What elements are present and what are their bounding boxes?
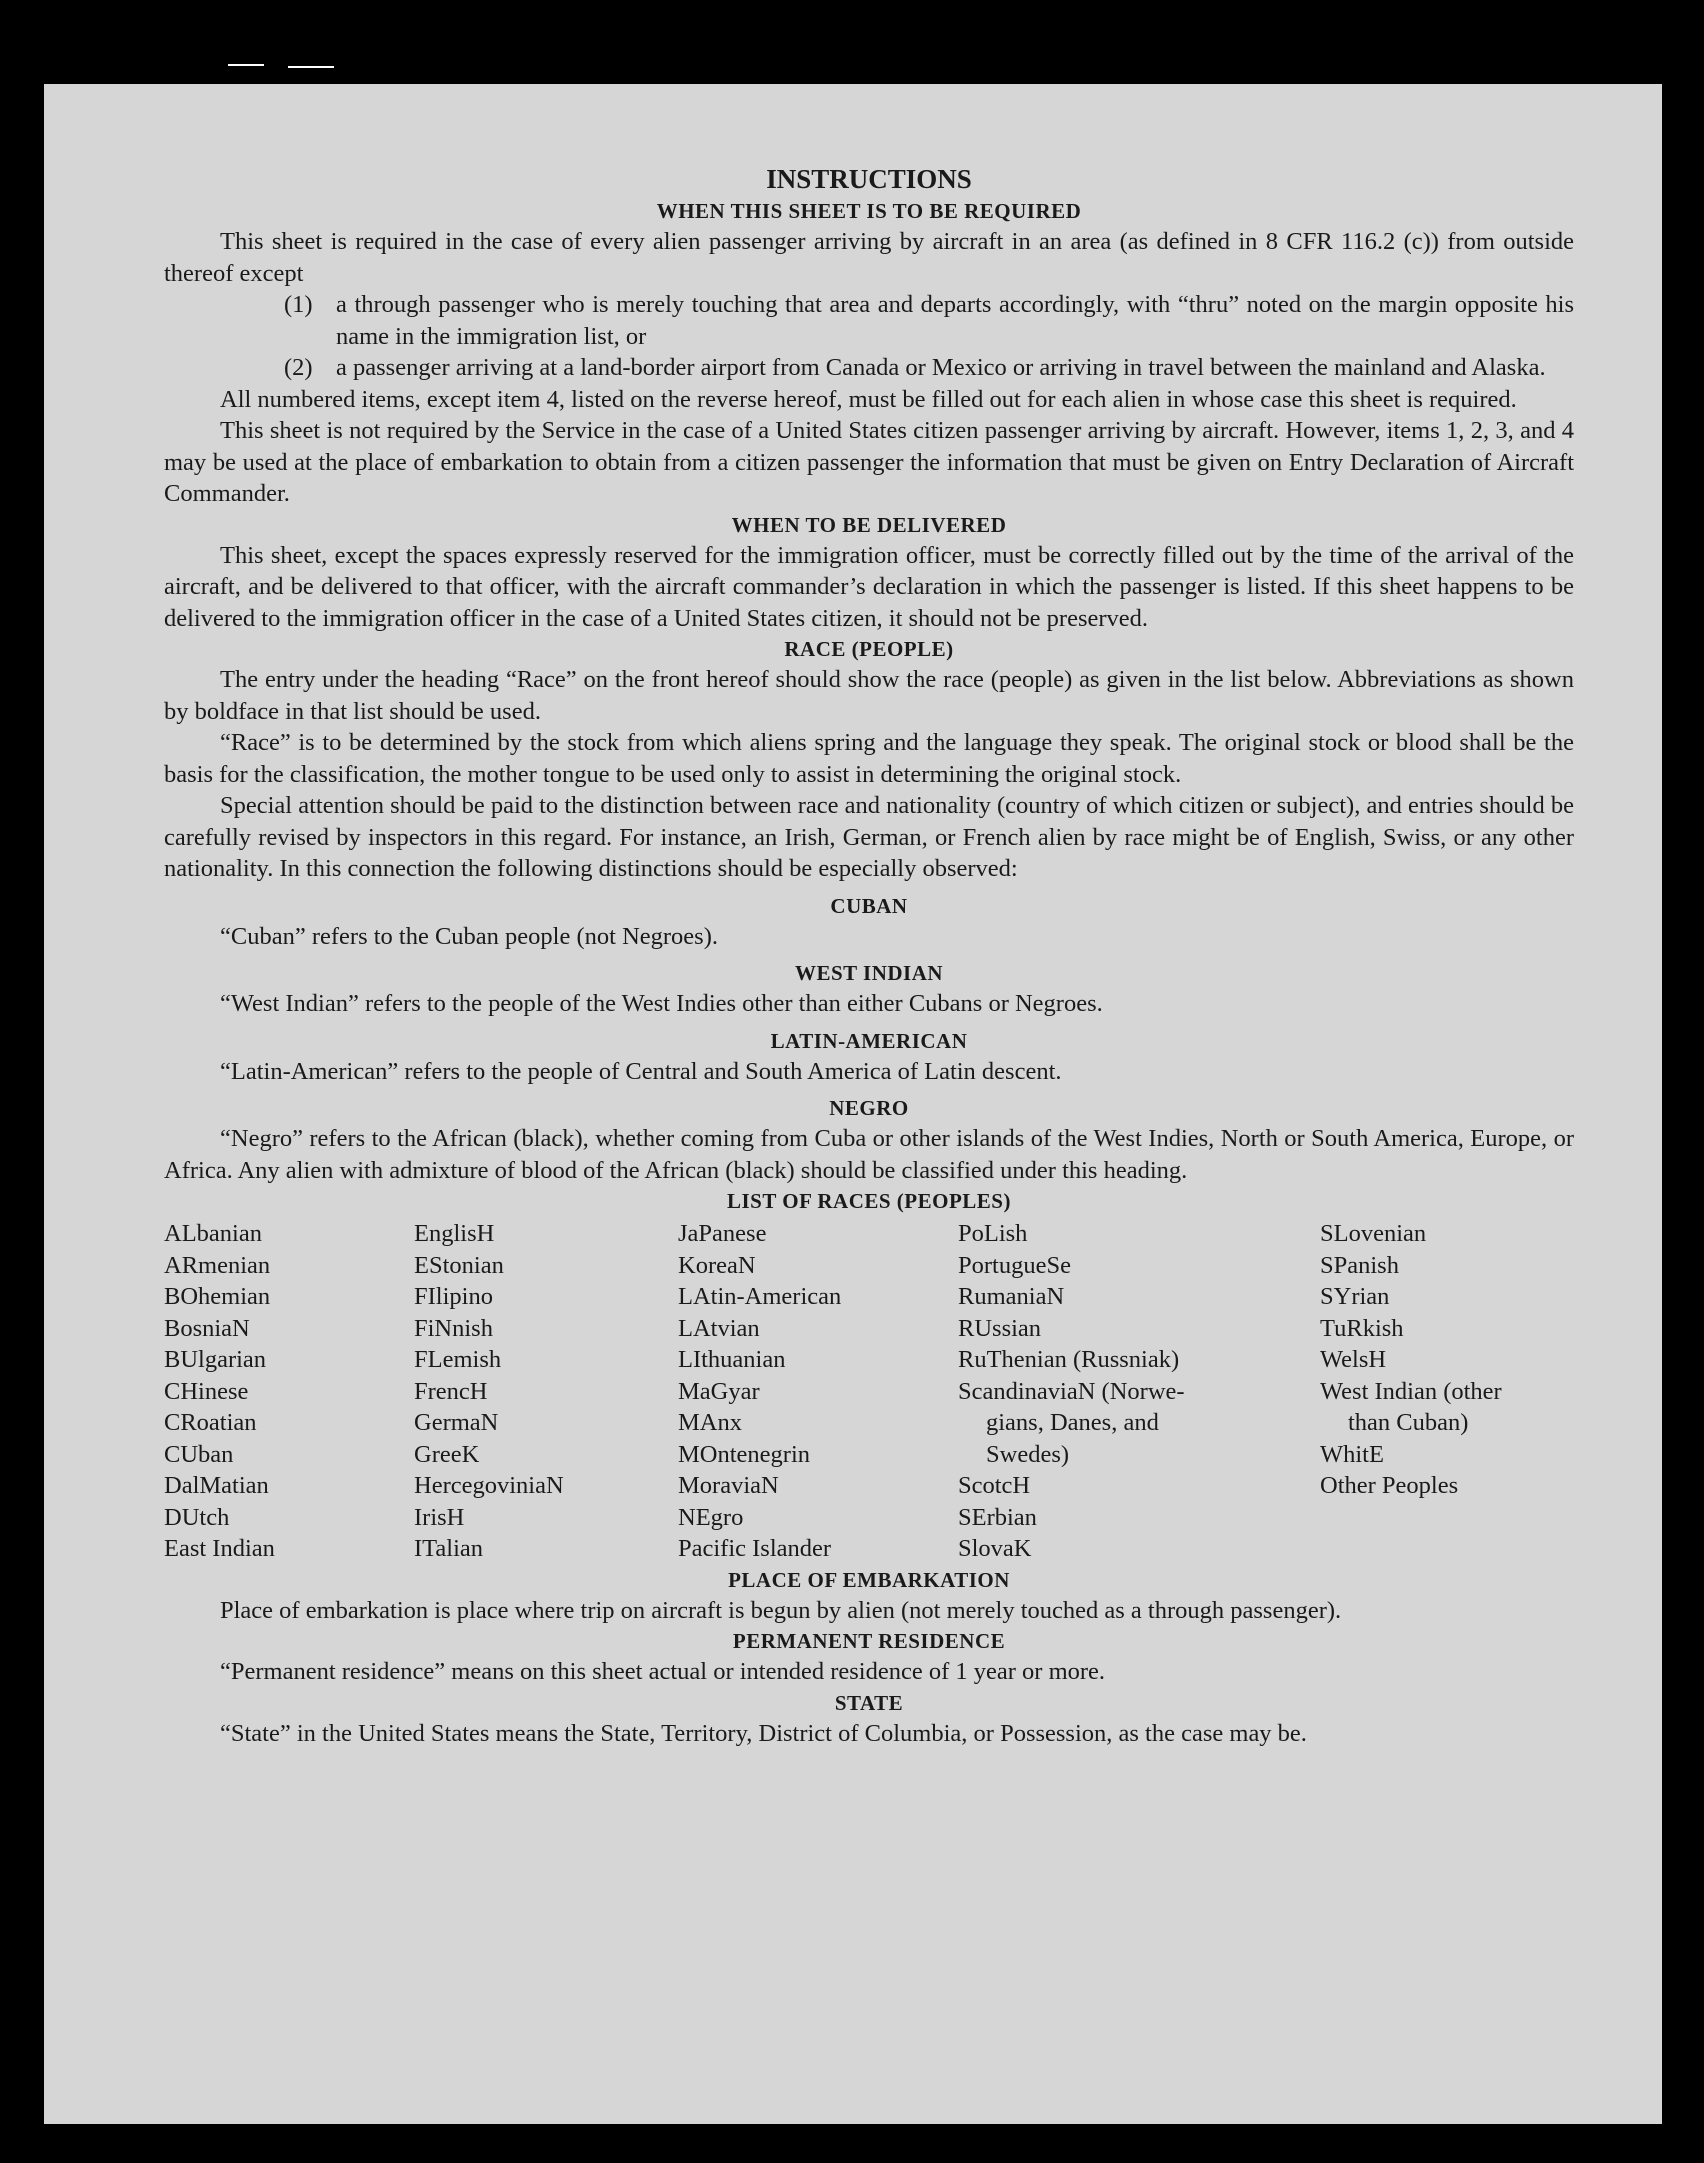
race-item: SLovenian [1320, 1220, 1427, 1247]
race-paragraph-2: “Race” is to be determined by the stock from which aliens spring and the language they speak. The original stock or blood shall be the basis for the classification, the mother tongue to be used only to assist in determining the original stock. [164, 729, 1574, 788]
heading-state: STATE [834, 1690, 904, 1715]
required-paragraph-2: All numbered items, except item 4, listed on the reverse hereof, must be filled out for each alien in whose case this sheet is required. [220, 385, 1517, 413]
race-paragraph-1: The entry under the heading “Race” on the front hereof should show the race (people) as given in the list below. Abbreviations as shown by boldface in that list should be used. [164, 666, 1574, 725]
race-item: CHinese [164, 1377, 249, 1405]
item-number: (2) [284, 354, 313, 381]
heading-races-list: LIST OF RACES (PEOPLES) [727, 1189, 1011, 1213]
race-item: EnglisH [414, 1220, 495, 1247]
race-item: FLemish [414, 1346, 502, 1373]
races-column-2 [414, 1218, 678, 1565]
race-item: SPanish [1320, 1251, 1399, 1279]
required-paragraph-1: This sheet is required in the case of every alien passenger arriving by aircraft in an area (as defined in 8 CFR 116.2 (c)) from outside thereof except [164, 228, 1574, 287]
item-text: a passenger arriving at a land-border airport from Canada or Mexico or arriving in travel between the mainland and Alaska. [336, 354, 1546, 381]
item-number: (1) [284, 291, 313, 318]
required-paragraph-3: This sheet is not required by the Service in the case of a United States citizen passenger arriving by aircraft. However, items 1, 2, 3, and 4 may be used at the place of embarkation to obtain from a citizen passenger the information that must be given on Entry Declaration of Aircraft Commander. [164, 417, 1574, 507]
heading-embarkation: PLACE OF EMBARKATION [728, 1567, 1010, 1592]
race-item: MAnx [678, 1409, 742, 1436]
race-item-continued: gians, Danes, and [986, 1409, 1159, 1436]
scan-mark [288, 66, 334, 68]
race-item: HercegoviniaN [414, 1472, 564, 1499]
race-item: KoreaN [678, 1251, 756, 1279]
race-item: DalMatian [164, 1472, 269, 1499]
negro-paragraph: “Negro” refers to the African (black), whether coming from Cuba or other islands of the West Indies, North or South America, Europe, or Africa. Any alien with admixture of blood of the African (black) should be classified under this heading. [164, 1125, 1574, 1184]
delivered-paragraph: This sheet, except the spaces expressly reserved for the immigration officer, must be correctly filled out by the time of the arrival of the aircraft, and be delivered to that officer, with the aircraft commander’s declaration in which the passenger is listed. If this sheet happens to be delivered to the immigration officer in the case of a United States citizen, it should not be preserved. [164, 541, 1574, 632]
race-item: DUtch [164, 1503, 230, 1531]
race-item: BUlgarian [164, 1346, 267, 1373]
race-item: East Indian [164, 1535, 275, 1562]
race-item: SYrian [1320, 1283, 1390, 1310]
race-paragraph-3: Special attention should be paid to the distinction between race and nationality (country of which citizen or subject), and entries should be carefully revised by inspectors in this regard. For instance, an Irish, German, or French alien by race might be of English, Swiss, or any other nationality. In this connection the following distinctions should be especially observed: [164, 792, 1574, 882]
heading-delivered: WHEN TO BE DELIVERED [731, 512, 1007, 537]
item-text: a through passenger who is merely touching that area and departs accordingly, with “thru” noted on the margin opposite his name in the immigration list, or [336, 291, 1574, 350]
race-item: FIlipino [414, 1283, 493, 1310]
race-item: LAtin-American [678, 1283, 842, 1310]
race-item: ITalian [414, 1535, 484, 1562]
race-item: ALbanian [164, 1220, 262, 1247]
heading-residence: PERMANENT RESIDENCE [732, 1629, 1006, 1653]
races-list [164, 1218, 1574, 1565]
race-item: PoLish [958, 1220, 1028, 1247]
race-item: MaGyar [678, 1377, 760, 1405]
scan-mark [228, 64, 264, 66]
latin-american-paragraph: “Latin-American” refers to the people of Central and South America of Latin descent. [220, 1057, 1062, 1085]
race-item: RuThenian (Russniak) [958, 1346, 1180, 1373]
races-column-1 [164, 1218, 414, 1565]
exception-item-2 [164, 352, 1574, 384]
document-page [44, 84, 1662, 2124]
race-item: TuRkish [1320, 1314, 1404, 1342]
race-item: West Indian (other [1320, 1377, 1502, 1405]
race-item: ScotcH [958, 1472, 1031, 1499]
exception-item-1 [164, 289, 1574, 352]
race-item: JaPanese [678, 1220, 767, 1247]
race-item: Other Peoples [1320, 1472, 1459, 1499]
page-title: INSTRUCTIONS [766, 164, 972, 194]
race-item: BosniaN [164, 1314, 250, 1342]
race-item: MOntenegrin [678, 1440, 810, 1468]
race-item-continued: Swedes) [986, 1440, 1070, 1468]
race-item: NEgro [678, 1503, 744, 1531]
race-item: SErbian [958, 1503, 1037, 1531]
race-item: GermaN [414, 1409, 499, 1436]
races-column-3 [678, 1218, 958, 1565]
west-indian-paragraph: “West Indian” refers to the people of the West Indies other than either Cubans or Negroes. [220, 990, 1103, 1017]
race-item: IrisH [414, 1503, 465, 1531]
race-item-continued: than Cuban) [1348, 1409, 1469, 1436]
race-item: LIthuanian [678, 1346, 786, 1373]
race-item: RUssian [958, 1314, 1042, 1342]
heading-latin-american: LATIN-AMERICAN [770, 1028, 968, 1053]
heading-required: WHEN THIS SHEET IS TO BE REQUIRED [656, 199, 1082, 223]
race-item: PortugueSe [958, 1251, 1071, 1279]
race-item: Pacific Islander [678, 1535, 832, 1562]
race-item: RumaniaN [958, 1283, 1065, 1310]
race-item: ARmenian [164, 1251, 271, 1279]
race-item: LAtvian [678, 1314, 760, 1342]
residence-paragraph: “Permanent residence” means on this sheet actual or intended residence of 1 year or more. [220, 1658, 1106, 1685]
embarkation-paragraph: Place of embarkation is place where trip on aircraft is begun by alien (not merely touched as a through passenger). [220, 1596, 1342, 1624]
race-item: MoraviaN [678, 1472, 779, 1499]
race-item: GreeK [414, 1440, 480, 1468]
heading-negro: NEGRO [829, 1096, 909, 1120]
races-column-5 [1320, 1218, 1574, 1565]
instructions-content [164, 162, 1574, 1749]
race-item: WhitE [1320, 1440, 1384, 1468]
race-item: BOhemian [164, 1283, 271, 1310]
race-item: FiNnish [414, 1314, 493, 1342]
race-item: ScandinaviaN (Norwe- [958, 1377, 1185, 1405]
race-item: SlovaK [958, 1535, 1032, 1562]
heading-race: RACE (PEOPLE) [784, 637, 954, 661]
race-item: CRoatian [164, 1409, 257, 1436]
race-item: CUban [164, 1440, 234, 1468]
cuban-paragraph: “Cuban” refers to the Cuban people (not Negroes). [220, 922, 718, 950]
races-column-4 [958, 1218, 1320, 1565]
race-item: EStonian [414, 1251, 504, 1279]
race-item: FrencH [414, 1377, 488, 1405]
state-paragraph: “State” in the United States means the State, Territory, District of Columbia, or Possession, as the case may be. [220, 1719, 1307, 1747]
heading-west-indian: WEST INDIAN [794, 961, 944, 985]
race-item: WelsH [1320, 1346, 1387, 1373]
heading-cuban: CUBAN [830, 893, 908, 918]
